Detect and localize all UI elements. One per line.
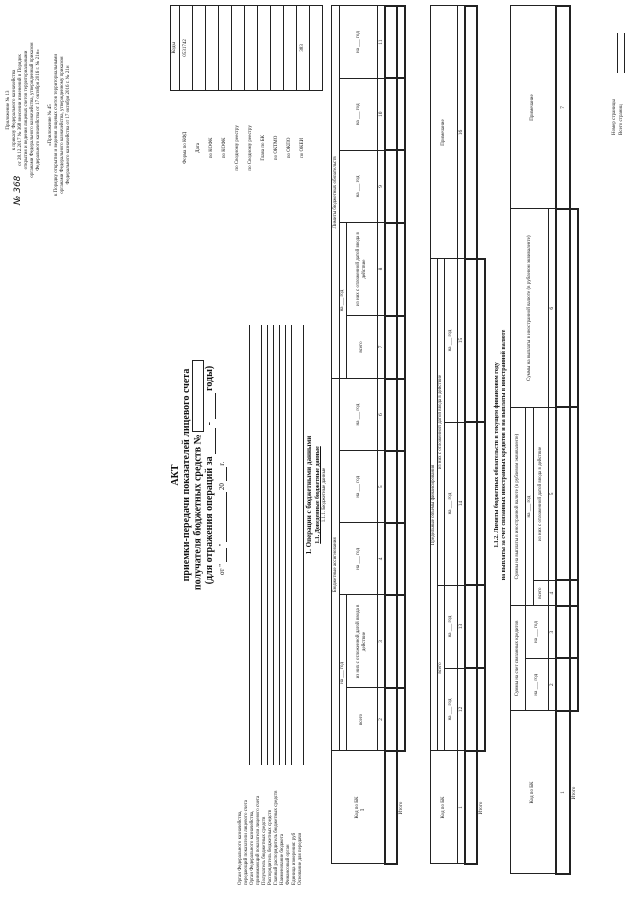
section-1-1-1-heading: 1.1.1. Бюджетные данные bbox=[322, 467, 327, 523]
column-header: на ___ год bbox=[340, 78, 378, 150]
budget-data-table bbox=[331, 5, 406, 865]
section-1-1-2-heading: 1.1.2. Лимиты бюджетных обязательств в текущем финансовом году bbox=[494, 362, 500, 548]
table-cell[interactable] bbox=[556, 407, 570, 580]
field-label: Главный распорядитель бюджетных средств bbox=[274, 790, 279, 885]
column-header: Код по БК bbox=[332, 751, 386, 864]
page-number-field[interactable] bbox=[617, 33, 618, 73]
total-label: Итого bbox=[571, 786, 577, 800]
codes-header: Коды bbox=[171, 6, 180, 91]
total-row bbox=[477, 6, 485, 864]
table-cell[interactable] bbox=[556, 658, 570, 711]
row-number-1: 1 bbox=[360, 808, 366, 812]
table-cell[interactable] bbox=[477, 422, 485, 585]
column-number: 11 bbox=[378, 6, 386, 78]
appendix-line: органами Федерального казначейства, утвержденному приказом bbox=[60, 56, 65, 194]
column-header: Бюджетные ассигнования bbox=[332, 379, 340, 751]
code-label: Дата bbox=[196, 142, 201, 153]
title-line: получателя бюджетных средств № bbox=[192, 295, 204, 655]
column-header: Примечание bbox=[511, 6, 557, 209]
column-header: всего bbox=[347, 316, 378, 379]
appendix-line: к Порядку открытия и ведения лицевых счетов территориальными bbox=[54, 53, 59, 197]
column-number: 3 bbox=[378, 595, 386, 688]
table-cell: 7 bbox=[556, 6, 570, 209]
table-cell[interactable] bbox=[385, 150, 397, 222]
financing-volumes-table bbox=[430, 5, 486, 865]
table-cell[interactable] bbox=[397, 523, 405, 595]
table-cell[interactable] bbox=[385, 751, 397, 864]
table-cell[interactable] bbox=[465, 259, 477, 422]
field-row bbox=[298, 325, 304, 885]
month-field[interactable] bbox=[218, 492, 227, 542]
column-header: Код по БК bbox=[431, 751, 458, 864]
table-cell[interactable] bbox=[570, 209, 578, 407]
section-1-heading: 1. Операции с бюджетными данными bbox=[305, 435, 313, 555]
column-number: 6 bbox=[378, 379, 386, 451]
table-cell[interactable] bbox=[477, 668, 485, 751]
appendix-line: от 28.12.2017 № 368 внесении изменений в Порядок bbox=[18, 54, 23, 166]
column-number: 1 bbox=[458, 751, 466, 864]
table-cell[interactable] bbox=[556, 580, 570, 605]
table-cell[interactable] bbox=[385, 78, 397, 150]
column-header: Примечание bbox=[431, 6, 458, 259]
column-number: 13 bbox=[458, 585, 466, 668]
code-label: Глава по БК bbox=[261, 135, 266, 161]
column-header: на ___ год bbox=[445, 585, 458, 668]
table-cell[interactable] bbox=[397, 223, 405, 316]
table-row bbox=[556, 6, 570, 874]
column-header: на ___ год bbox=[445, 259, 458, 422]
table-cell[interactable] bbox=[385, 688, 397, 751]
year-field[interactable] bbox=[218, 467, 227, 481]
table-cell[interactable] bbox=[556, 606, 570, 659]
column-header: на ___ год bbox=[340, 595, 347, 751]
code-value[interactable] bbox=[310, 6, 323, 91]
year-from-field[interactable] bbox=[204, 428, 216, 454]
column-header: всего bbox=[347, 688, 378, 751]
column-number: 5 bbox=[378, 451, 386, 523]
field-label: Орган Федерального казначейства, bbox=[250, 810, 255, 885]
field-label: Финансовый орган bbox=[286, 844, 291, 885]
title-line: приемки-передачи показателей лицевого счета bbox=[181, 368, 192, 582]
appendix-line: открытия и ведения лицевых счетов территориальными bbox=[24, 50, 29, 170]
table-cell[interactable] bbox=[556, 209, 570, 407]
total-row bbox=[570, 6, 578, 874]
code-label: по ОКПО bbox=[287, 137, 292, 159]
title-date-line: от " " 20 г. bbox=[218, 461, 226, 575]
table-cell[interactable] bbox=[385, 451, 397, 523]
column-number: 14 bbox=[458, 422, 466, 585]
column-header: из них с отложенной датой ввода в действие bbox=[347, 595, 378, 688]
code-label: по Сводному реестру bbox=[248, 125, 253, 171]
page-number-label: Номер страницы bbox=[612, 99, 617, 135]
total-pages-row bbox=[619, 5, 626, 135]
column-number: 2 bbox=[378, 688, 386, 751]
column-number: 4 bbox=[378, 523, 386, 595]
table-cell[interactable] bbox=[397, 78, 405, 150]
code-value[interactable] bbox=[258, 6, 271, 91]
appendix-line: Приложение № 13 bbox=[6, 90, 11, 130]
code-label: Форма по КФД bbox=[183, 131, 188, 164]
column-header: из них с отложенной датой ввода в действие bbox=[347, 223, 378, 316]
column-number: 4 bbox=[549, 580, 557, 605]
code-label: по Сводному реестру bbox=[235, 125, 240, 171]
column-header: на ___ год bbox=[526, 606, 549, 659]
field-label: передающий показатели лицевого счета bbox=[244, 799, 249, 885]
code-value[interactable] bbox=[206, 6, 219, 91]
column-header: Суммы на выплаты в иностранной валюте (в рублевом эквиваленте) bbox=[511, 209, 549, 407]
year-to-field[interactable] bbox=[204, 393, 216, 419]
table-cell[interactable] bbox=[385, 223, 397, 316]
code-value: 383 bbox=[297, 6, 310, 91]
code-value[interactable] bbox=[193, 6, 206, 91]
column-header: из них с отложенной датой ввода в действие bbox=[534, 407, 549, 580]
column-number: 2 bbox=[549, 658, 557, 711]
table-cell[interactable] bbox=[477, 585, 485, 668]
code-label: по ОКЕИ bbox=[300, 137, 305, 158]
total-row bbox=[397, 6, 405, 864]
table-cell[interactable] bbox=[477, 259, 485, 422]
section-1-1-heading: 1.1. Доведенные бюджетные данные bbox=[315, 446, 321, 544]
column-number: 16 bbox=[458, 6, 466, 259]
column-header: на ___ год bbox=[526, 407, 534, 605]
column-header: на ___ год bbox=[445, 422, 458, 585]
table-cell[interactable] bbox=[570, 658, 578, 711]
column-header: на ___ год bbox=[340, 150, 378, 222]
field-label: Основание для передачи bbox=[298, 832, 303, 885]
code-label bbox=[310, 90, 323, 205]
code-value: 0531742 bbox=[180, 6, 193, 91]
section-1-1-2-subheading: на выплаты за счет связанных иностранных кредитов и на выплаты в иностранной валюте bbox=[501, 329, 507, 581]
appendix-block bbox=[6, 15, 42, 205]
field-label: Орган Федерального казначейства, bbox=[238, 810, 243, 885]
code-label: по КОФК bbox=[222, 137, 227, 159]
appendix-line: органами Федерального казначейства, утвержденный приказом bbox=[30, 42, 35, 178]
code-value[interactable] bbox=[271, 6, 284, 91]
appendix-line: к приказу Федерального казначейства bbox=[12, 69, 17, 151]
column-number: 7 bbox=[378, 316, 386, 379]
field-line[interactable] bbox=[303, 325, 304, 765]
code-value[interactable] bbox=[219, 6, 232, 91]
table-cell[interactable] bbox=[465, 585, 477, 668]
account-number-box[interactable] bbox=[192, 360, 204, 432]
code-label: по КОФК bbox=[209, 137, 214, 159]
total-pages-label: Всего страниц bbox=[619, 104, 624, 135]
code-value[interactable] bbox=[284, 6, 297, 91]
table-row bbox=[465, 6, 477, 864]
field-row bbox=[238, 325, 250, 885]
table-cell[interactable] bbox=[570, 407, 578, 580]
table-cell[interactable] bbox=[397, 451, 405, 523]
column-header: Суммы на выплаты в иностранной валюте (в рублевом эквиваленте) bbox=[511, 407, 526, 605]
table-cell[interactable] bbox=[385, 523, 397, 595]
table-cell[interactable] bbox=[465, 751, 477, 864]
appendix-block-2 bbox=[48, 5, 72, 245]
title-line: (для отражения операций за - годы) bbox=[204, 365, 215, 585]
column-header: на ___ год bbox=[340, 451, 378, 523]
codes-table bbox=[170, 5, 323, 205]
column-number: 15 bbox=[458, 259, 466, 422]
table-cell[interactable] bbox=[397, 316, 405, 379]
column-header: всего bbox=[438, 585, 445, 751]
page-numbering bbox=[612, 5, 626, 135]
total-label: Итого bbox=[478, 801, 484, 815]
field-label: Наименование бюджета bbox=[280, 833, 285, 885]
handwritten-signature: № 368 bbox=[13, 175, 23, 205]
field-label: принимающий показатели лицевого счета bbox=[256, 795, 261, 885]
document-title bbox=[170, 295, 216, 655]
table-cell[interactable] bbox=[397, 688, 405, 751]
column-header: Код по БК bbox=[511, 711, 557, 874]
table-cell[interactable] bbox=[397, 595, 405, 688]
column-number: 12 bbox=[458, 668, 466, 751]
column-header: Суммы на счет связанных кредитов bbox=[511, 606, 526, 711]
page-number-row bbox=[612, 5, 619, 135]
column-number: 5 bbox=[549, 407, 557, 580]
field-label: Единица измерения: руб bbox=[292, 832, 297, 885]
appendix-line: Федерального казначейства от 17 октября 2016 г. № 21н bbox=[66, 65, 71, 185]
table-cell[interactable] bbox=[397, 6, 405, 78]
title-act: АКТ bbox=[170, 464, 181, 486]
table-cell[interactable] bbox=[465, 6, 477, 259]
column-header: на ___ год bbox=[445, 668, 458, 751]
table-cell[interactable] bbox=[385, 316, 397, 379]
table-cell[interactable] bbox=[397, 150, 405, 222]
field-row bbox=[250, 325, 262, 885]
day-field[interactable] bbox=[218, 548, 227, 562]
code-value[interactable] bbox=[232, 6, 245, 91]
column-header: на ___ год bbox=[340, 379, 378, 451]
column-header: из них с отложенной датой ввода в действие bbox=[438, 259, 445, 585]
header-fields bbox=[238, 325, 304, 885]
column-number: 10 bbox=[378, 78, 386, 150]
column-number: 6 bbox=[549, 209, 557, 407]
table-cell[interactable] bbox=[397, 379, 405, 451]
table-cell[interactable] bbox=[570, 606, 578, 659]
field-label: Распорядитель бюджетных средств bbox=[268, 809, 273, 885]
column-number: 8 bbox=[378, 223, 386, 316]
appendix-line: «Приложение № 45 bbox=[48, 104, 53, 146]
column-header: Предельные объемы финансирования bbox=[431, 259, 438, 751]
table-row bbox=[385, 6, 397, 864]
column-number: 3 bbox=[549, 606, 557, 659]
table-cell[interactable] bbox=[570, 580, 578, 605]
table-cell[interactable] bbox=[465, 668, 477, 751]
limits-foreign-table bbox=[510, 5, 579, 875]
field-label: Получатель бюджетных средств bbox=[262, 816, 267, 885]
total-pages-field[interactable] bbox=[624, 33, 625, 73]
table-cell[interactable] bbox=[385, 6, 397, 78]
column-header: всего bbox=[534, 580, 549, 605]
column-header: на ___ год bbox=[340, 523, 378, 595]
table-cell[interactable] bbox=[385, 379, 397, 451]
column-header: на ___ год bbox=[526, 658, 549, 711]
appendix-line: Федерального казначейства от 17 октября 2016 г. № 21н» bbox=[36, 49, 41, 171]
column-number: 9 bbox=[378, 150, 386, 222]
column-header: на ___ год bbox=[340, 223, 347, 379]
table-cell[interactable] bbox=[465, 422, 477, 585]
code-label: по ОКТМО bbox=[274, 135, 279, 161]
code-value[interactable] bbox=[245, 6, 258, 91]
table-cell[interactable] bbox=[385, 595, 397, 688]
total-label: Итого bbox=[398, 801, 404, 815]
column-header: на ___ год bbox=[340, 6, 378, 78]
column-header: Лимиты бюджетных обязательств bbox=[332, 6, 340, 379]
table-cell: 1 bbox=[556, 711, 570, 874]
